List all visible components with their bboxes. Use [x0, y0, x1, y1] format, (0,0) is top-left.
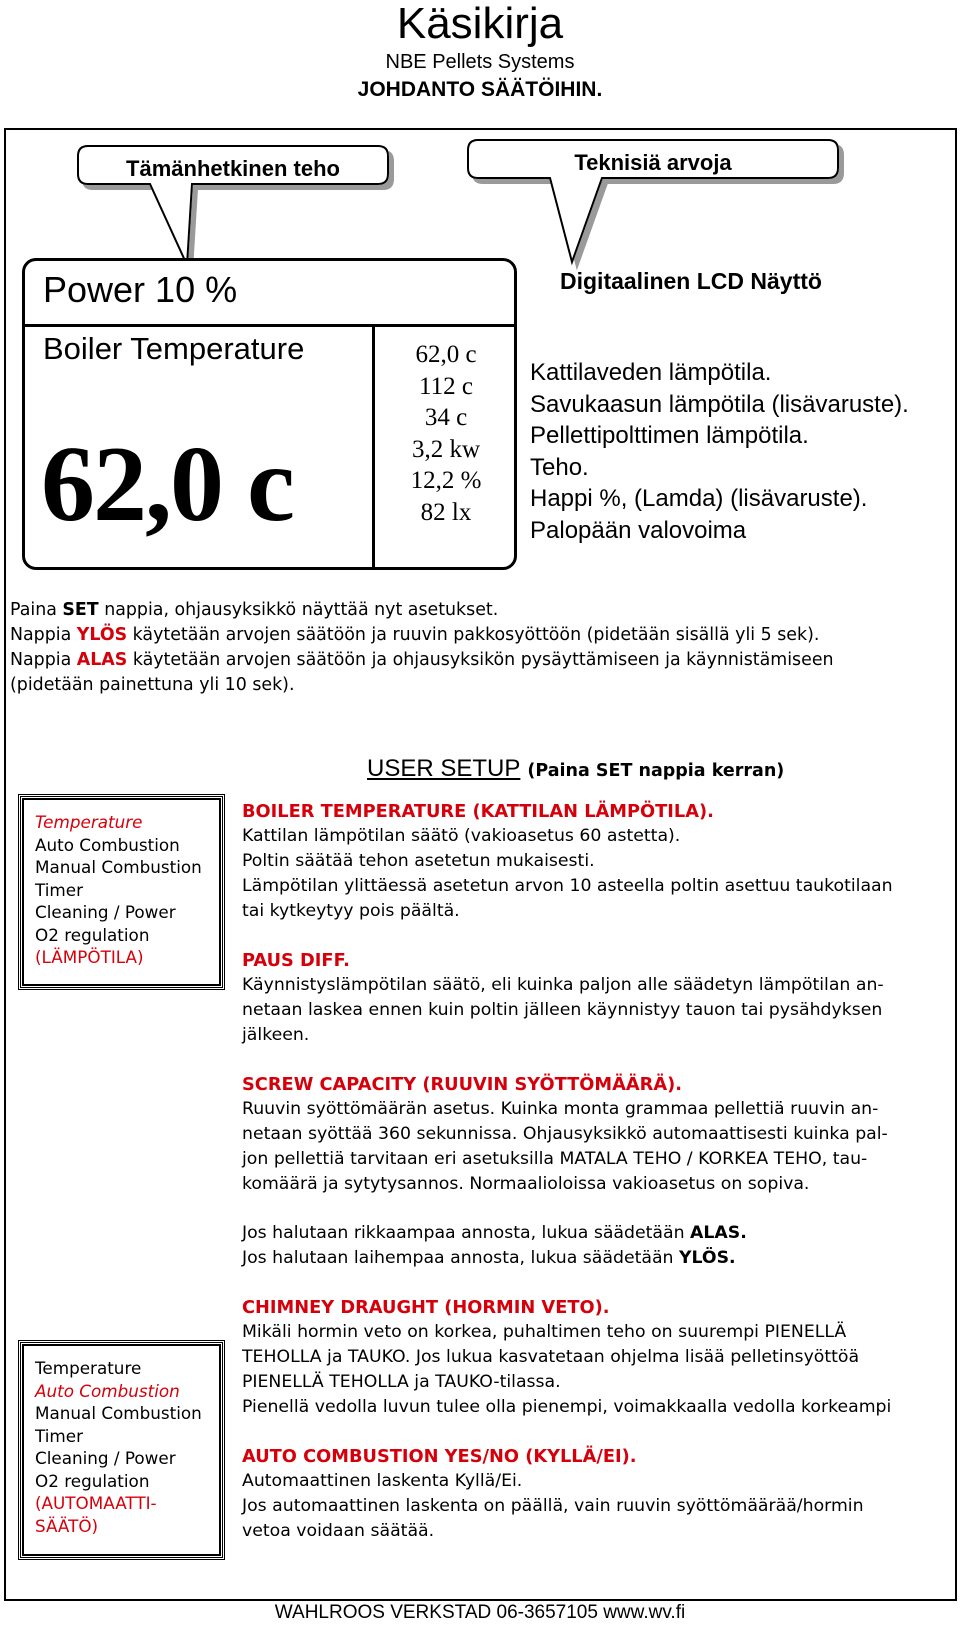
description-text: Jos halutaan laihempaa annosta, lukua säädetään — [242, 1248, 679, 1268]
document-subtitle: NBE Pellets Systems — [385, 51, 575, 73]
menu-item-timer: Timer — [35, 1425, 83, 1446]
explanation-item: Savukaasun lämpötila (lisävaruste). — [530, 390, 909, 418]
section-heading-paus-diff: PAUS DIFF. — [242, 950, 350, 971]
description-line: vetoa voidaan säätää. — [242, 1521, 435, 1541]
description-line: jälkeen. — [242, 1025, 310, 1045]
user-setup-title — [367, 755, 784, 783]
description-line: komäärä ja sytytysannos. Normaalioloissa vakioasetus on sopiva. — [242, 1174, 810, 1194]
section-heading-screw-capacity: SCREW CAPACITY (RUUVIN SYÖTTÖMÄÄRÄ). — [242, 1074, 682, 1095]
section-title: JOHDANTO SÄÄTÖIHIN. — [357, 78, 603, 101]
instruction-text: käytetään arvojen säätöön ja ruuvin pakkosyöttöön (pidetään sisällä yli 5 sek). — [127, 625, 820, 645]
description-line — [242, 1221, 932, 1246]
spacer — [242, 1271, 932, 1295]
menu-item-cleaning-power: Cleaning / Power — [35, 1448, 176, 1468]
description-line: Käynnistyslämpötilan säätö, eli kuinka paljon alle säädetyn lämpötilan an- — [242, 975, 884, 995]
spacer — [242, 1420, 932, 1444]
instruction-text: nappia, ohjausyksikkö näyttää nyt asetukset. — [98, 600, 499, 620]
explanation-item: Pellettipolttimen lämpötila. — [530, 422, 809, 449]
menu-translation: (LÄMPÖTILA) — [35, 947, 144, 967]
instruction-line — [10, 598, 940, 623]
explanation-item: Palopään valovoima — [530, 516, 747, 544]
menu-item-manual-combustion: Manual Combustion — [35, 1403, 202, 1423]
document-title: Käsikirja — [396, 0, 564, 48]
menu-translation: SÄÄTÖ) — [35, 1515, 99, 1536]
page-footer: WAHLROOS VERKSTAD 06-3657105 www.wv.fi — [274, 1602, 686, 1623]
lcd-main-temperature: 62,0 c — [41, 425, 293, 544]
description-line: PIENELLÄ TEHOLLA ja TAUKO-tilassa. — [242, 1372, 561, 1392]
explanation-item: Teho. — [530, 453, 589, 481]
key-set: SET — [62, 600, 99, 620]
key-up: YLÖS — [76, 625, 128, 645]
key-down: ALAS. — [690, 1223, 747, 1243]
description-line: tai kytkeytyy pois päältä. — [242, 901, 460, 921]
section-heading-boiler: BOILER TEMPERATURE (KATTILAN LÄMPÖTILA). — [242, 801, 714, 822]
description-line: Ruuvin syöttömäärän asetus. Kuinka monta grammaa pellettiä ruuvin an- — [242, 1099, 879, 1119]
menu-item-temperature: Temperature — [35, 812, 143, 832]
description-line: netaan laskea ennen kuin poltin jälleen käynnistyy tauon tai pysähdyksen — [242, 1000, 883, 1020]
description-line: netaan syöttää 360 sekunnissa. Ohjausyksikkö automaattisesti kuinka pal- — [242, 1124, 888, 1144]
lcd-value-burner-temp: 34 c — [424, 404, 468, 431]
lcd-display — [22, 258, 517, 570]
lcd-power-reading: Power 10 % — [43, 269, 238, 310]
setting-descriptions — [242, 799, 932, 1544]
description-line: Lämpötilan ylittäessä asetetun arvon 10 asteella poltin asettuu taukotilaan — [242, 876, 893, 896]
description-line: Kattilan lämpötilan säätö (vakioasetus 60 astetta). — [242, 826, 681, 846]
spacer — [242, 1197, 932, 1221]
menu-item-timer: Timer — [35, 879, 83, 900]
menu-item-auto-combustion: Auto Combustion — [35, 834, 180, 855]
description-line: jon pellettiä tarvitaan eri asetuksilla MATALA TEHO / KORKEA TEHO, tau- — [242, 1149, 868, 1169]
lcd-explanations — [530, 357, 909, 546]
user-setup-heading: USER SETUP — [367, 755, 521, 782]
callout-current-power: Tämänhetkinen teho — [126, 156, 340, 181]
lcd-value-light: 82 lx — [420, 498, 472, 526]
key-up: YLÖS. — [679, 1248, 736, 1268]
instruction-text: Nappia — [10, 625, 77, 645]
menu-item-cleaning-power: Cleaning / Power — [35, 902, 176, 922]
lcd-value-flue-temp: 112 c — [419, 372, 473, 400]
lcd-value-oxygen: 12,2 % — [410, 467, 482, 494]
menu-box-temperature — [18, 794, 225, 990]
description-line — [242, 1246, 932, 1271]
description-line: Jos automaattinen laskenta on päällä, vain ruuvin syöttömäärää/hormin — [242, 1496, 864, 1516]
menu-translation: (AUTOMAATTI- — [35, 1493, 157, 1513]
spacer — [242, 1048, 932, 1072]
callout-technical-values: Teknisiä arvoja — [574, 150, 732, 175]
menu-item-manual-combustion: Manual Combustion — [35, 857, 202, 877]
instruction-text: Nappia — [10, 650, 77, 670]
description-line: Poltin säätää tehon asetetun mukaisesti. — [242, 851, 595, 871]
key-down: ALAS — [76, 650, 128, 670]
instruction-line — [10, 648, 940, 673]
explanation-item: Happi %, (Lamda) (lisävaruste). — [530, 485, 868, 512]
menu-box-auto-combustion — [18, 1340, 225, 1560]
instruction-line — [10, 623, 940, 648]
description-line: TEHOLLA ja TAUKO. Jos lukua kasvatetaan ohjelma lisää pelletinsyöttöä — [242, 1347, 860, 1367]
instruction-text: Paina — [10, 600, 63, 620]
section-heading-chimney-draught: CHIMNEY DRAUGHT (HORMIN VETO). — [242, 1297, 610, 1318]
instruction-text: käytetään arvojen säätöön ja ohjausyksikön pysäyttämiseen ja käynnistämiseen — [127, 650, 834, 670]
description-line: Automaattinen laskenta Kyllä/Ei. — [242, 1471, 523, 1491]
lcd-heading: Digitaalinen LCD Näyttö — [560, 268, 822, 294]
description-line: Pienellä vedolla luvun tulee olla pienempi, voimakkaalla vedolla korkeampi — [242, 1397, 892, 1417]
menu-item-auto-combustion: Auto Combustion — [35, 1380, 180, 1401]
menu-item-temperature: Temperature — [35, 1358, 142, 1378]
lcd-boiler-label: Boiler Temperature — [43, 331, 305, 366]
lcd-divider — [25, 324, 514, 327]
lcd-vertical-divider — [372, 324, 375, 567]
user-setup-note: (Paina SET nappia kerran) — [527, 761, 785, 781]
description-line: Mikäli hormin veto on korkea, puhaltimen teho on suurempi PIENELLÄ — [242, 1322, 847, 1342]
menu-item-o2-regulation: O2 regulation — [35, 924, 150, 945]
lcd-value-water-temp: 62,0 c — [415, 341, 477, 368]
button-instructions — [10, 598, 940, 698]
menu-item-o2-regulation: O2 regulation — [35, 1470, 150, 1491]
lcd-value-power: 3,2 kw — [411, 435, 481, 463]
spacer — [242, 924, 932, 948]
instruction-line: (pidetään painettuna yli 10 sek). — [10, 675, 295, 695]
section-heading-auto-combustion: AUTO COMBUSTION YES/NO (KYLLÄ/EI). — [242, 1446, 637, 1467]
description-text: Jos halutaan rikkaampaa annosta, lukua säädetään — [242, 1223, 691, 1243]
explanation-item: Kattilaveden lämpötila. — [530, 359, 772, 386]
lcd-value-list — [380, 339, 512, 528]
